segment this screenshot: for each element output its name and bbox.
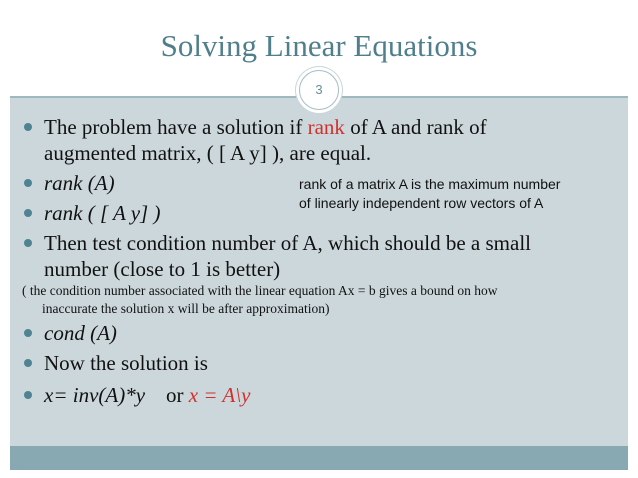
note-line2: inaccurate the solution x will be after approximation) <box>42 301 330 316</box>
condition-number-note <box>22 282 612 318</box>
bullet-text: Then test condition number of A, which should be a small <box>44 231 531 255</box>
note-line1: ( the condition number associated with the linear equation Ax = b gives a bound on how <box>22 283 498 298</box>
bullet-text: of A and rank of <box>344 115 487 139</box>
callout-line1: rank of a matrix A is the maximum number <box>299 176 561 192</box>
bullet-text-line2: augmented matrix, ( [ A y] ), are equal. <box>44 141 372 165</box>
bullet-rank-ay <box>24 200 160 226</box>
bullet-dot-icon <box>24 329 32 337</box>
bullet-rank-a <box>24 170 115 196</box>
formula-or: or <box>166 383 184 407</box>
bullet-text-line2: number (close to 1 is better) <box>44 257 281 281</box>
bullet-dot-icon <box>24 123 32 131</box>
bullet-condition-number <box>24 230 531 282</box>
bullet-solution-formula <box>24 382 250 408</box>
bullet-text: cond (A) <box>44 321 117 345</box>
highlight-rank: rank <box>307 115 345 139</box>
rank-definition-callout <box>299 175 619 213</box>
bullet-text: Now the solution is <box>44 351 208 375</box>
bullet-dot-icon <box>24 391 32 399</box>
content-area <box>10 98 628 446</box>
slide <box>10 0 628 470</box>
bullet-text: The problem have a solution if <box>44 115 308 139</box>
bullet-rank-condition <box>24 114 487 166</box>
bullet-text: rank ( [ A y] ) <box>44 201 161 225</box>
formula-inv: x= inv(A)*y <box>44 383 146 407</box>
bullet-dot-icon <box>24 209 32 217</box>
bullet-text: rank (A) <box>44 171 115 195</box>
footer-bar <box>10 446 628 470</box>
bullet-dot-icon <box>24 239 32 247</box>
bullet-dot-icon <box>24 359 32 367</box>
slide-number-badge: 3 <box>299 70 339 110</box>
bullet-dot-icon <box>24 179 32 187</box>
slide-title: Solving Linear Equations <box>160 28 478 63</box>
formula-backslash: x = A\y <box>188 383 251 407</box>
bullet-solution-intro <box>24 350 208 376</box>
callout-line2: of linearly independent row vectors of A <box>299 195 544 211</box>
bullet-cond-a <box>24 320 117 346</box>
